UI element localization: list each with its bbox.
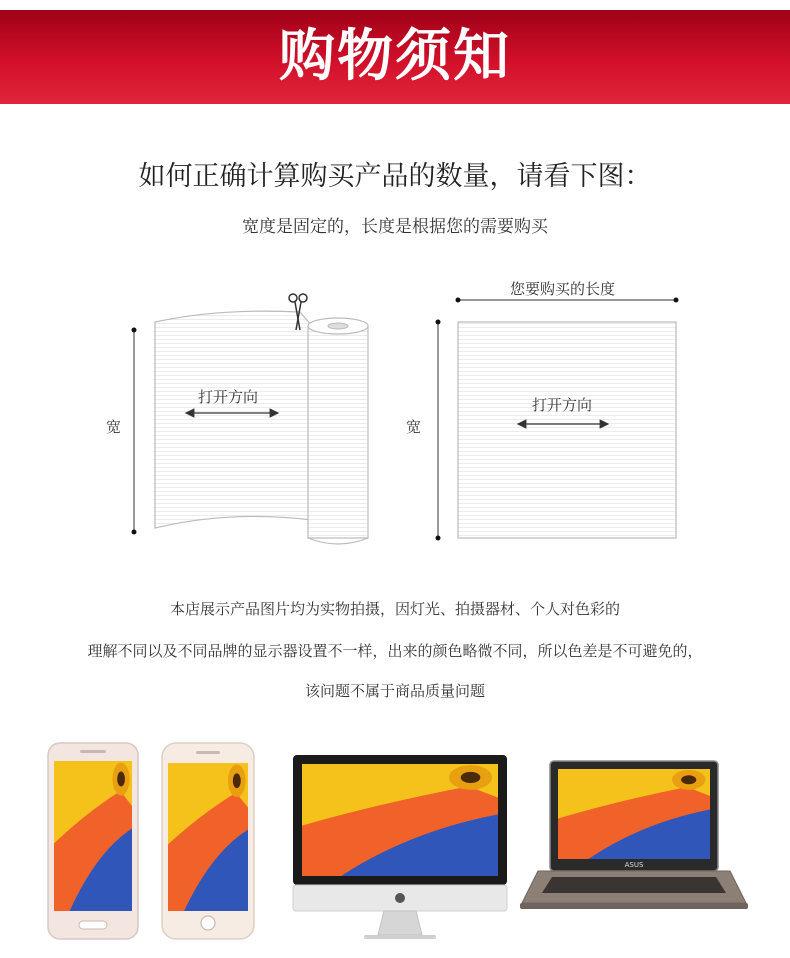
question-subtitle: 宽度是固定的，长度是根据您的需要购买 xyxy=(242,217,548,237)
wallpaper-sheet xyxy=(155,311,312,528)
devices-illustration xyxy=(0,735,790,955)
laptop xyxy=(520,761,748,909)
roll-core xyxy=(328,323,348,329)
phone-1 xyxy=(48,743,138,939)
roll-width-label: 宽 xyxy=(106,418,122,436)
page-title: 购物须知 xyxy=(279,24,511,89)
question-title: 如何正确计算购买产品的数量，请看下图： xyxy=(138,161,652,192)
sheet-direction-label: 打开方向 xyxy=(532,396,593,414)
notice-line-1: 本店展示产品图片均为实物拍摄，因灯光、拍摄器材、个人对色彩的 xyxy=(169,600,620,618)
notice-line-2: 理解不同以及不同品牌的显示器设置不一样，出来的颜色略微不同，所以色差是不可避免的， xyxy=(87,642,703,660)
sheet-width-label: 宽 xyxy=(406,418,422,436)
roll-direction-label: 打开方向 xyxy=(198,388,259,406)
laptop-brand-logo: ASUS xyxy=(624,861,644,869)
notice-line-3: 该问题不属于商品质量问题 xyxy=(304,682,485,700)
sheet-length-label: 您要购买的长度 xyxy=(510,280,616,298)
sheet-illustration xyxy=(436,298,679,541)
imac xyxy=(293,755,507,939)
phone-2 xyxy=(162,743,254,939)
roll-body xyxy=(308,326,368,538)
cut-sheet xyxy=(458,322,676,538)
apple-logo-icon xyxy=(395,893,405,903)
roll-illustration xyxy=(132,294,369,544)
